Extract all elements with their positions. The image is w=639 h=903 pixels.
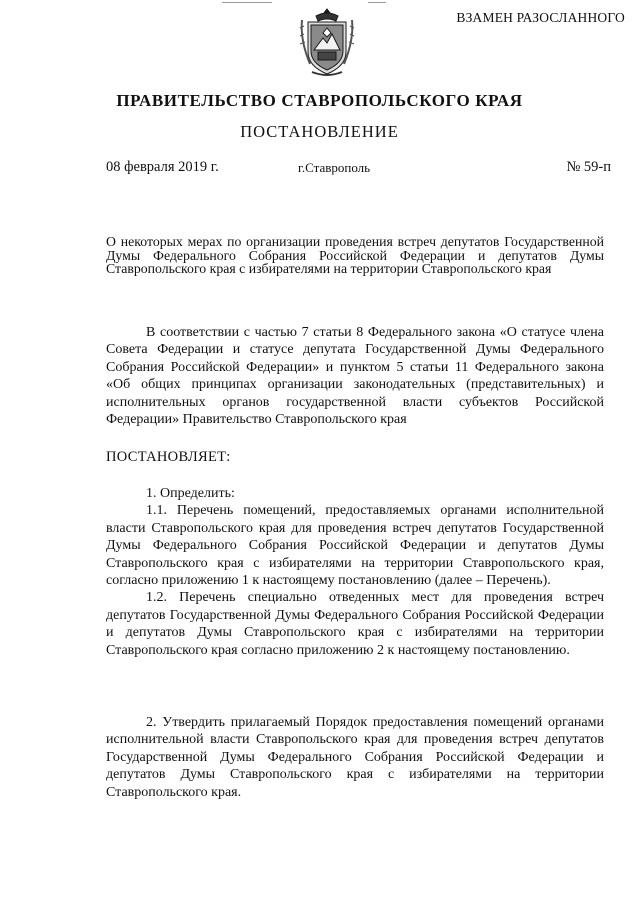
preamble-text: В соответствии с частью 7 статьи 8 Федерального закона «О статусе члена Совета Федерации и статусе депутата Государственной Думы Федерального Собрания Российской Федерации» и пунктом 5 статьи 11 Федерального закона «Об общих принципах организации законодательных (представительных) и исполнительных органов государственной власти субъектов Российской Федерации» Правительство Ставропольского края (106, 325, 604, 428)
scan-top-line (368, 2, 386, 3)
item-1-2: 1.2. Перечень специально отведенных мест для проведения встреч депутатов Государственной Думы Федерального Собрания Российской Федерации и депутатов Думы Ставропольского края с избирателями на территории Ставропольского края согласно приложению 2 к настоящему постановлению. (106, 590, 604, 658)
coat-of-arms-emblem (296, 6, 358, 78)
resolves-heading: ПОСТАНОВЛЯЕТ: (106, 449, 231, 465)
section-2 (106, 714, 604, 801)
document-date: 08 февраля 2019 г. (106, 159, 219, 175)
document-title: О некоторых мерах по организации проведения встреч депутатов Государственной Думы Федерального Собрания Российской Федерации и депутатов Думы Ставропольского края с избирателями на территории Ставропольского края (106, 234, 604, 277)
item-2: 2. Утвердить прилагаемый Порядок предоставления помещений органами исполнительной власти Ставропольского края для проведения встреч депутатов Государственной Думы Федерального Собрания Российской Федерации и депутатов Думы Ставропольского края с избирателями на территории Ставропольского края. (106, 715, 604, 800)
section-1 (106, 485, 604, 659)
scan-top-line (222, 2, 272, 3)
government-heading: ПРАВИТЕЛЬСТВО СТАВРОПОЛЬСКОГО КРАЯ (116, 91, 523, 110)
replacement-stamp: ВЗАМЕН РАЗОСЛАННОГО (456, 10, 625, 25)
document-type: ПОСТАНОВЛЕНИЕ (240, 122, 399, 141)
item-1-heading: 1. Определить: (146, 486, 235, 501)
document-city: г.Ставрополь (298, 160, 371, 175)
document-number: № 59-п (566, 159, 611, 175)
item-1-1: 1.1. Перечень помещений, предоставляемых органами исполнительной власти Ставропольского края для проведения встреч депутатов Государственной Думы Федерального Собрания Российской Федерации и депутатов Думы Ставропольского края с избирателями на территории Ставропольского края, согласно приложению 1 к настоящему постановлению (далее – Перечень). (106, 503, 604, 589)
preamble-paragraph (106, 324, 604, 428)
